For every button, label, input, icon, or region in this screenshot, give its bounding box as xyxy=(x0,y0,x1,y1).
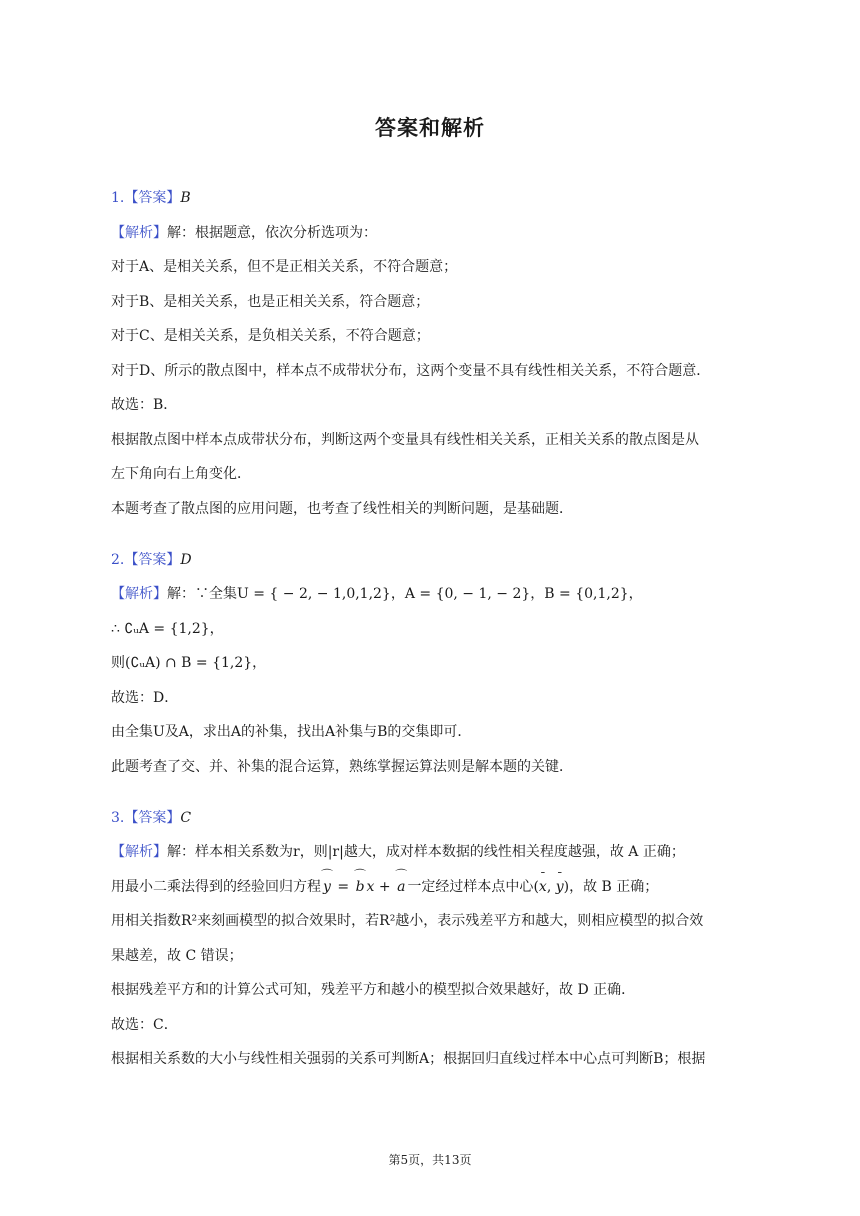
q1-line-6: 故选：B． xyxy=(111,397,178,413)
q2-line-5: 由全集U及A，求出A的补集，找出A补集与B的交集即可． xyxy=(111,724,472,740)
q2-head: 2.【答案】 xyxy=(111,551,181,568)
q3-line-4: 果越差，故 C 错误； xyxy=(111,947,243,964)
question-3 xyxy=(111,810,759,1069)
q3-line-7: 根据相关系数的大小与线性相关强弱的关系可判断A；根据回归直线过样本中心点可判断B；根据 xyxy=(111,1051,706,1067)
q3-text-2b: 一定经过样本点中心 xyxy=(407,878,534,895)
page-title: 答案和解析 xyxy=(375,116,485,140)
sample-center: (¯ x, ¯ y) xyxy=(533,879,569,895)
q2-answer: D xyxy=(180,551,192,568)
q2-line-3: 则(∁ᵤA) ∩ B = {1,2}， xyxy=(111,655,267,671)
q3-heading xyxy=(111,810,759,827)
q2-line-2: ∴ ∁ᵤA = {1,2}， xyxy=(111,620,224,637)
a-hat: ⌒ a xyxy=(395,879,407,896)
q1-line-9: 本题考查了散点图的应用问题，也考查了线性相关的判断问题，是基础题． xyxy=(111,500,573,517)
q3-answer: C xyxy=(180,809,192,826)
q3-text-2c: ，故 B 正确； xyxy=(569,878,659,895)
q3-line-6: 故选：C． xyxy=(111,1016,178,1033)
q3-line-3: 用相关指数R²来刻画模型的拟合效果时，若R²越小，表示残差平方和越大，则相应模型的拟合效 xyxy=(111,913,704,929)
page-footer: 第5页，共13页 xyxy=(388,1153,472,1167)
q1-line-2: 对于A、是相关关系，但不是正相关关系，不符合题意； xyxy=(111,259,458,275)
q2-text-1: 解：∵全集U = { − 2, − 1,0,1,2}，A = {0, − 1, − 2}，B = {0,1,2}， xyxy=(167,586,643,602)
q2-line-4: 故选：D． xyxy=(111,689,179,706)
q2-heading xyxy=(111,552,759,569)
q1-line-7: 根据散点图中样本点成带状分布，判断这两个变量具有线性相关关系，正相关关系的散点图是从 xyxy=(111,431,699,448)
question-1 xyxy=(111,190,759,518)
q3-head: 3.【答案】 xyxy=(111,809,181,826)
y-hat: ⌒ y xyxy=(321,879,333,896)
q3-tag: 【解析】 xyxy=(111,844,167,860)
b-hat: ⌒ b xyxy=(354,879,367,896)
q1-line-3: 对于B、是相关关系，也是正相关关系，符合题意； xyxy=(111,293,430,310)
question-2 xyxy=(111,552,759,776)
q1-heading xyxy=(111,190,759,207)
answers-content xyxy=(111,190,759,1086)
q1-answer: B xyxy=(180,190,191,206)
q1-line-8: 左下角向右上角变化． xyxy=(111,466,251,482)
q2-tag: 【解析】 xyxy=(111,586,167,602)
q3-text-1: 解：样本相关系数为r，则|r|越大，成对样本数据的线性相关程度越强，故 A 正确； xyxy=(167,844,685,860)
q3-line-5: 根据残差平方和的计算公式可知，残差平方和越小的模型拟合效果越好，故 D 正确． xyxy=(111,982,636,998)
q1-line-4: 对于C、是相关关系，是负相关关系，不符合题意； xyxy=(111,328,430,344)
q1-text-1: 解：根据题意，依次分析选项为： xyxy=(167,224,377,241)
q3-line-1 xyxy=(111,844,759,861)
q1-head: 1.【答案】 xyxy=(111,190,181,206)
q2-line-1 xyxy=(111,586,759,603)
q2-line-6: 此题考查了交、并、补集的混合运算，熟练掌握运算法则是解本题的关键． xyxy=(111,758,573,775)
q1-line-1 xyxy=(111,225,759,242)
q1-tag: 【解析】 xyxy=(111,224,167,241)
regression-equation: ⌒ y = ⌒ b x + ⌒ a xyxy=(321,879,407,895)
q3-line-2 xyxy=(111,879,759,896)
q1-line-5: 对于D、所示的散点图中，样本点不成带状分布，这两个变量不具有线性相关关系，不符合题意． xyxy=(111,362,711,379)
q3-text-2a: 用最小二乘法得到的经验回归方程 xyxy=(111,878,321,895)
